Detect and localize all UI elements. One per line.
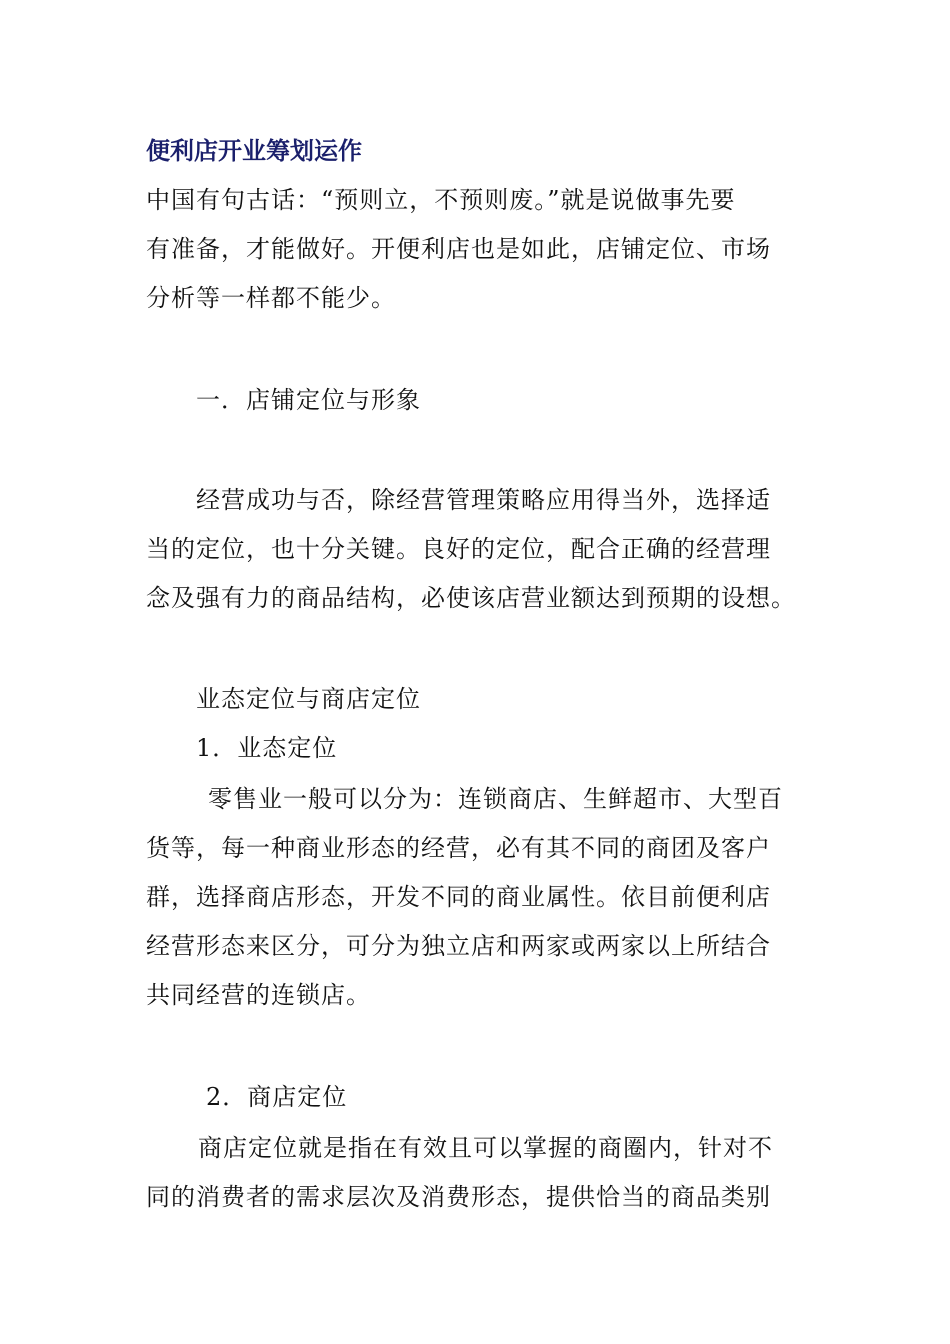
paragraph-line: 经营形态来区分，可分为独立店和两家或两家以上所结合 bbox=[146, 932, 771, 960]
paragraph-line: 经营成功与否，除经营管理策略应用得当外，选择适 bbox=[196, 486, 771, 514]
intro-line: 中国有句古话：“预则立，不预则废。”就是说做事先要 bbox=[146, 186, 736, 214]
paragraph-line: 念及强有力的商品结构，必使该店营业额达到预期的设想。 bbox=[146, 584, 796, 612]
intro-line: 有准备，才能做好。开便利店也是如此，店铺定位、市场 bbox=[146, 235, 771, 263]
item-heading: 1．业态定位 bbox=[196, 734, 338, 762]
paragraph-line: 群，选择商店形态，开发不同的商业属性。依目前便利店 bbox=[146, 883, 771, 911]
paragraph-line: 零售业一般可以分为：连锁商店、生鲜超市、大型百 bbox=[208, 785, 783, 813]
section-heading: 一．店铺定位与形象 bbox=[196, 386, 421, 414]
paragraph-line: 货等，每一种商业形态的经营，必有其不同的商团及客户 bbox=[146, 834, 771, 862]
section-paragraph bbox=[146, 476, 806, 623]
paragraph-line: 同的消费者的需求层次及消费形态，提供恰当的商品类别 bbox=[146, 1183, 771, 1211]
paragraph-line: 共同经营的连锁店。 bbox=[146, 981, 371, 1009]
paragraph-line: 当的定位，也十分关键。良好的定位，配合正确的经营理 bbox=[146, 535, 771, 563]
paragraph-line: 商店定位就是指在有效且可以掌握的商圈内，针对不 bbox=[198, 1134, 773, 1162]
intro-paragraph bbox=[146, 176, 806, 323]
item-paragraph bbox=[146, 1124, 806, 1222]
intro-line: 分析等一样都不能少。 bbox=[146, 284, 396, 312]
subsection-heading: 业态定位与商店定位 bbox=[196, 685, 421, 713]
document-title: 便利店开业筹划运作 bbox=[146, 137, 362, 165]
item-heading: 2．商店定位 bbox=[206, 1083, 348, 1111]
item-paragraph bbox=[146, 775, 806, 1020]
